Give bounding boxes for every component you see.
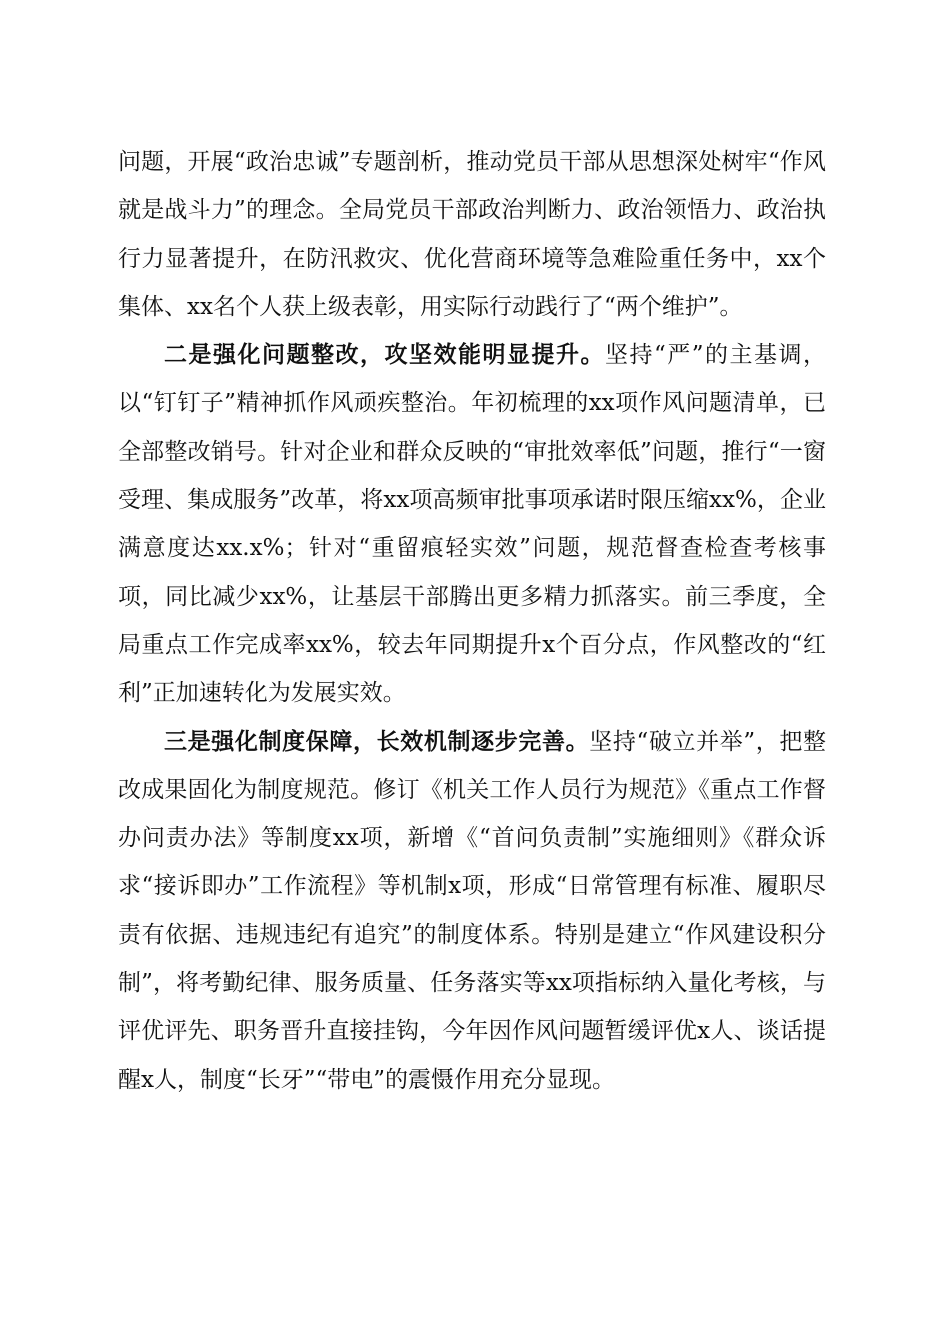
paragraph-text: 坚持“严”的主基调，以“钉钉子”精神抓作风顽疾整治。年初梳理的xx项作风问题清单，已全部整改销号。针对企业和群众反映的“审批效率低”问题，推行“一窗受理、集成服务”改革，将xx项高频审批事项承诺时限压缩xx%，企业满意度达xx.x%；针对“重留痕轻实效”问题，规范督查检查考核事项，同比减少xx%，让基层干部腾出更多精力抓落实。前三季度，全局重点工作完成率xx%，较去年同期提升x个百分点，作风整改的“红利”正加速转化为发展实效。 <box>118 342 826 707</box>
paragraph-continuation <box>118 138 826 331</box>
paragraph-lead-heading: 二是强化问题整改，攻坚效能明显提升。 <box>164 341 605 369</box>
paragraph-problem-rectification <box>118 331 826 717</box>
document-body <box>118 138 826 1104</box>
paragraph-institutional-guarantee <box>118 718 826 1104</box>
paragraph-lead-heading: 三是强化制度保障，长效机制逐步完善。 <box>164 727 590 755</box>
paragraph-text: 问题，开展“政治忠诚”专题剖析，推动党员干部从思想深处树牢“作风就是战斗力”的理念。全局党员干部政治判断力、政治领悟力、政治执行力显著提升，在防汛救灾、优化营商环境等急难险重任务中，xx个集体、xx名个人获上级表彰，用实际行动践行了“两个维护”。 <box>118 149 826 320</box>
paragraph-text: 坚持“破立并举”，把整改成果固化为制度规范。修订《机关工作人员行为规范》《重点工作督办问责办法》等制度xx项，新增《“首问负责制”实施细则》《群众诉求“接诉即办”工作流程》等机制x项，形成“日常管理有标准、履职尽责有依据、违规违纪有追究”的制度体系。特别是建立“作风建设积分制”，将考勤纪律、服务质量、任务落实等xx项指标纳入量化考核，与评优评先、职务晋升直接挂钩，今年因作风问题暂缓评优x人、谈话提醒x人，制度“长牙”“带电”的震慑作用充分显现。 <box>118 728 826 1093</box>
